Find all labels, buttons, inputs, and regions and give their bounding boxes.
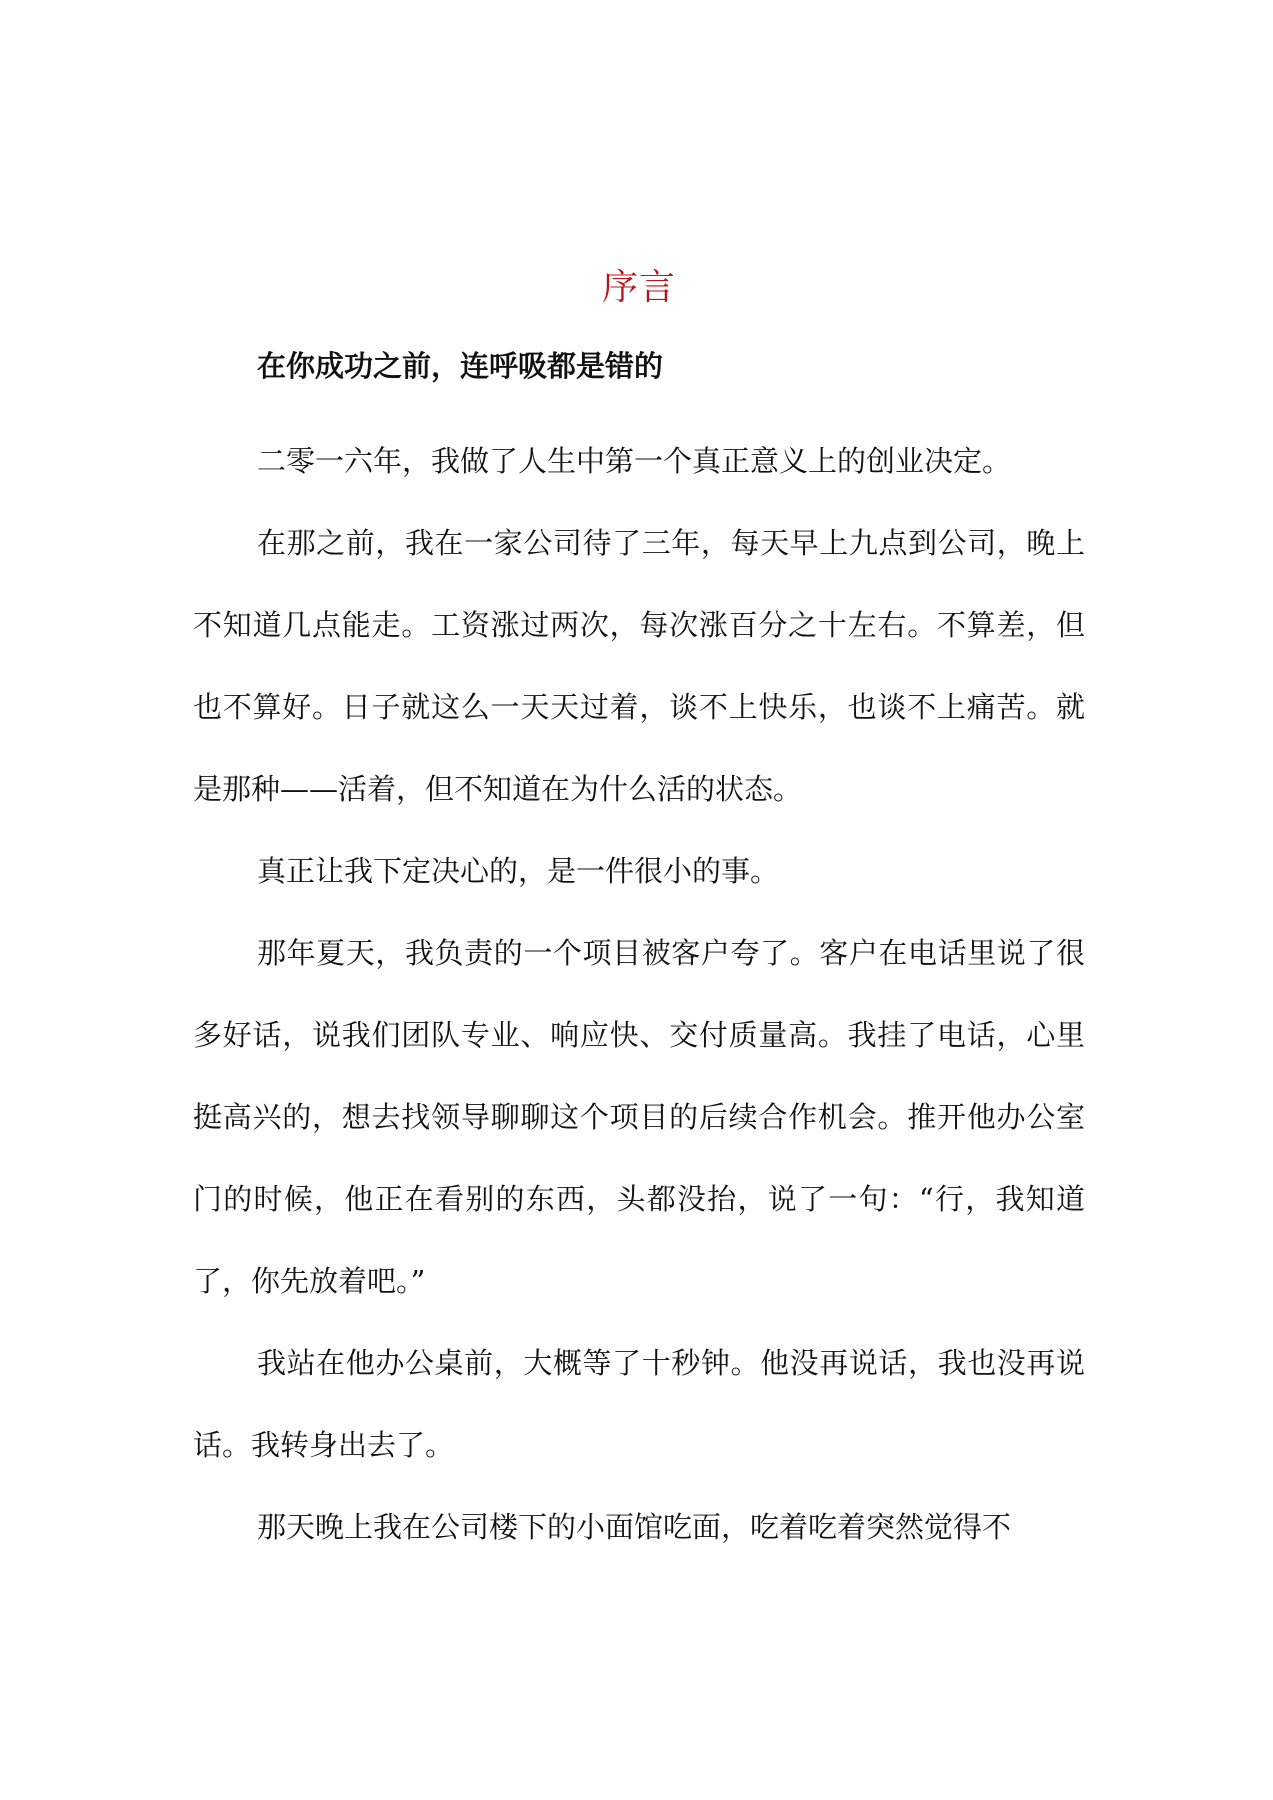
paragraph: 那天晚上我在公司楼下的小面馆吃面，吃着吃着突然觉得不 (257, 1510, 1012, 1544)
paragraph: 二零一六年，我做了人生中第一个真正意义上的创业决定。 (257, 444, 1012, 478)
paragraph: 真正让我下定决心的，是一件很小的事。 (257, 854, 780, 888)
paragraph: 那年夏天，我负责的一个项目被客户夸了。客户在电话里说了很多好话，说我们团队专业、响应快、交付质量高。我挂了电话，心里挺高兴的，想去找领导聊聊这个项目的后续合作机会。推开他办公室门的时候，他正在看别的东西，头都没抬，说了一句：“行，我知道了，你先放着吧。” (193, 936, 1085, 1298)
paragraph: 我站在他办公桌前，大概等了十秒钟。他没再说话，我也没再说话。我转身出去了。 (193, 1346, 1085, 1462)
page-title: 序言 (601, 267, 676, 308)
paragraph: 在那之前，我在一家公司待了三年，每天早上九点到公司，晚上不知道几点能走。工资涨过两次，每次涨百分之十左右。不算差，但也不算好。日子就这么一天天过着，谈不上快乐，也谈不上痛苦。就是那种——活着，但不知道在为什么活的状态。 (193, 526, 1085, 806)
document-content (193, 258, 1085, 1568)
section-heading: 在你成功之前，连呼吸都是错的 (257, 349, 664, 383)
